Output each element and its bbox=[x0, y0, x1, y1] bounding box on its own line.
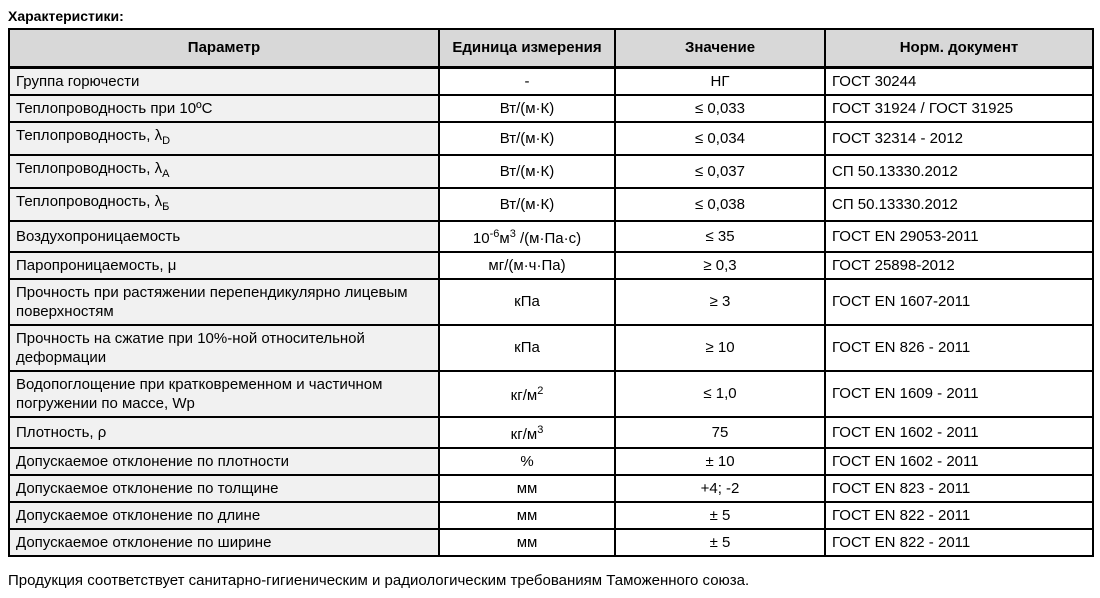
page-title: Характеристики: bbox=[8, 8, 124, 24]
table-row bbox=[9, 529, 1093, 556]
doc-cell: СП 50.13330.2012 bbox=[825, 188, 1093, 221]
value-cell: ≤ 0,037 bbox=[615, 155, 825, 188]
doc-cell: ГОСТ EN 1602 - 2011 bbox=[825, 417, 1093, 448]
table-row bbox=[9, 371, 1093, 417]
value-cell: ≤ 0,038 bbox=[615, 188, 825, 221]
header-row bbox=[9, 29, 1093, 67]
param-cell: Прочность при растяжении перепендикулярно лицевым поверхностям bbox=[9, 279, 439, 325]
param-cell: Плотность, ρ bbox=[9, 417, 439, 448]
unit-cell: кПа bbox=[439, 325, 615, 371]
table-row bbox=[9, 325, 1093, 371]
param-cell: Теплопроводность при 10ºС bbox=[9, 95, 439, 122]
value-cell: +4; -2 bbox=[615, 475, 825, 502]
param-cell: Паропроницаемость, μ bbox=[9, 252, 439, 279]
unit-cell: $кг/м^3$ bbox=[439, 417, 615, 448]
param-cell: Теплопроводность, $\lambda_D$ bbox=[9, 122, 439, 155]
doc-cell: ГОСТ EN 822 - 2011 bbox=[825, 529, 1093, 556]
param-cell: Группа горючести bbox=[9, 67, 439, 95]
value-cell: 75 bbox=[615, 417, 825, 448]
table-row bbox=[9, 279, 1093, 325]
param-cell: Теплопроводность, $\lambda_А$ bbox=[9, 155, 439, 188]
table-row bbox=[9, 122, 1093, 155]
col-header-parameter: Параметр bbox=[9, 29, 439, 67]
unit-cell: Вт/(м·К) bbox=[439, 155, 615, 188]
value-cell: ≤ 1,0 bbox=[615, 371, 825, 417]
unit-cell: мм bbox=[439, 502, 615, 529]
unit-cell: мм bbox=[439, 475, 615, 502]
doc-cell: ГОСТ EN 826 - 2011 bbox=[825, 325, 1093, 371]
table-row bbox=[9, 155, 1093, 188]
doc-cell: ГОСТ EN 29053-2011 bbox=[825, 221, 1093, 252]
doc-cell: ГОСТ EN 1607-2011 bbox=[825, 279, 1093, 325]
value-cell: ± 5 bbox=[615, 502, 825, 529]
table-body bbox=[9, 67, 1093, 556]
doc-cell: СП 50.13330.2012 bbox=[825, 155, 1093, 188]
table-row bbox=[9, 475, 1093, 502]
unit-cell: % bbox=[439, 448, 615, 475]
table-row bbox=[9, 221, 1093, 252]
doc-cell: ГОСТ 32314 - 2012 bbox=[825, 122, 1093, 155]
unit-cell: мм bbox=[439, 529, 615, 556]
col-header-unit: Единица измерения bbox=[439, 29, 615, 67]
doc-cell: ГОСТ 30244 bbox=[825, 67, 1093, 95]
table-row bbox=[9, 417, 1093, 448]
param-cell: Допускаемое отклонение по плотности bbox=[9, 448, 439, 475]
value-cell: ≤ 0,033 bbox=[615, 95, 825, 122]
param-cell: Теплопроводность, $\lambda_Б$ bbox=[9, 188, 439, 221]
value-cell: ≥ 10 bbox=[615, 325, 825, 371]
doc-cell: ГОСТ EN 822 - 2011 bbox=[825, 502, 1093, 529]
doc-cell: ГОСТ EN 823 - 2011 bbox=[825, 475, 1093, 502]
doc-cell: ГОСТ 31924 / ГОСТ 31925 bbox=[825, 95, 1093, 122]
param-cell: Воздухопроницаемость bbox=[9, 221, 439, 252]
unit-cell: - bbox=[439, 67, 615, 95]
unit-cell: $кг/м^2$ bbox=[439, 371, 615, 417]
param-cell: Водопоглощение при кратковременном и частичном погружении по массе, Wp bbox=[9, 371, 439, 417]
value-cell: ≥ 3 bbox=[615, 279, 825, 325]
value-cell: ≤ 0,034 bbox=[615, 122, 825, 155]
table-row bbox=[9, 67, 1093, 95]
param-cell: Допускаемое отклонение по длине bbox=[9, 502, 439, 529]
col-header-value: Значение bbox=[615, 29, 825, 67]
param-cell: Допускаемое отклонение по ширине bbox=[9, 529, 439, 556]
param-cell: Прочность на сжатие при 10%-ной относительной деформации bbox=[9, 325, 439, 371]
table-row bbox=[9, 502, 1093, 529]
param-cell: Допускаемое отклонение по толщине bbox=[9, 475, 439, 502]
value-cell: ± 5 bbox=[615, 529, 825, 556]
table-row bbox=[9, 95, 1093, 122]
table-row bbox=[9, 448, 1093, 475]
unit-cell: кПа bbox=[439, 279, 615, 325]
doc-cell: ГОСТ EN 1602 - 2011 bbox=[825, 448, 1093, 475]
doc-cell: ГОСТ 25898-2012 bbox=[825, 252, 1093, 279]
table-row bbox=[9, 252, 1093, 279]
col-header-document: Норм. документ bbox=[825, 29, 1093, 67]
footer-note: Продукция соответствует санитарно-гигиеническим и радиологическим требованиям Таможенного союза. bbox=[8, 572, 750, 589]
table-row bbox=[9, 188, 1093, 221]
value-cell: ≤ 35 bbox=[615, 221, 825, 252]
doc-cell: ГОСТ EN 1609 - 2011 bbox=[825, 371, 1093, 417]
characteristics-table bbox=[8, 28, 1094, 557]
value-cell: НГ bbox=[615, 67, 825, 95]
unit-cell: Вт/(м·К) bbox=[439, 95, 615, 122]
value-cell: ± 10 bbox=[615, 448, 825, 475]
unit-cell: $10^{-6}м^3$ /(м·Па·с) bbox=[439, 221, 615, 252]
unit-cell: Вт/(м·К) bbox=[439, 122, 615, 155]
value-cell: ≥ 0,3 bbox=[615, 252, 825, 279]
unit-cell: мг/(м·ч·Па) bbox=[439, 252, 615, 279]
unit-cell: Вт/(м·К) bbox=[439, 188, 615, 221]
